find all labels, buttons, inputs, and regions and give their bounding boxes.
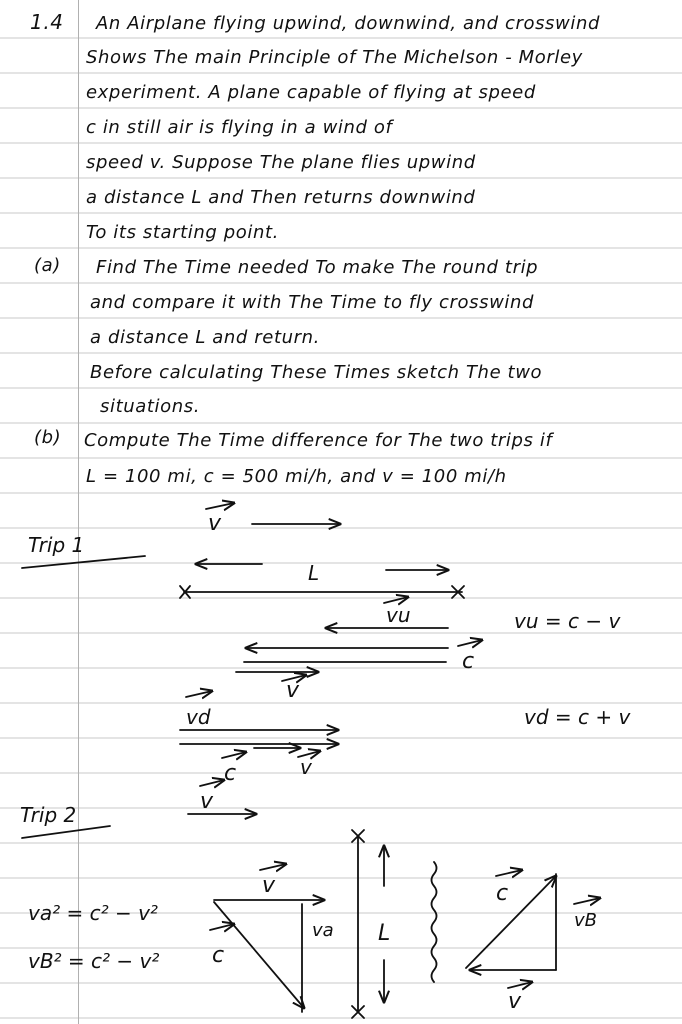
- part-a-label: (a): [34, 255, 61, 276]
- problem-line: An Airplane flying upwind, downwind, and crosswind: [96, 13, 600, 34]
- part-a-line: Find The Time needed To make The round trip: [96, 257, 539, 278]
- vector-bar: [574, 898, 600, 904]
- part-a-line: Before calculating These Times sketch The two: [90, 362, 543, 383]
- vector-bar: [206, 503, 234, 509]
- trip1-vu-label: vu: [386, 603, 411, 627]
- problem-line: experiment. A plane capable of flying at speed: [86, 82, 536, 103]
- trip1-L-label: L: [308, 561, 320, 585]
- problem-line: a distance L and Then returns downwind: [86, 187, 476, 208]
- part-a-line: situations.: [100, 396, 201, 417]
- vector-bar: [496, 870, 522, 876]
- problem-line: speed v. Suppose The plane flies upwind: [86, 152, 476, 173]
- vector-bar: [222, 752, 246, 758]
- vector-bar: [458, 640, 482, 646]
- trip2-L-label: L: [378, 921, 391, 946]
- trip1-c-label: c: [462, 649, 475, 674]
- trip1-v-label: v: [208, 511, 222, 536]
- trip2-label: Trip 2: [20, 803, 77, 827]
- part-b-line: L = 100 mi, c = 500 mi/h, and v = 100 mi/h: [86, 466, 507, 487]
- problem-line: Shows The main Principle of The Michelson - Morley: [86, 47, 583, 68]
- vector-bar: [260, 864, 286, 870]
- vector-bar: [200, 780, 224, 786]
- trip2-v-label-right: v: [508, 989, 522, 1014]
- part-a-line: a distance L and return.: [90, 327, 320, 348]
- trip1-vd-equation: vd = c + v: [524, 705, 631, 729]
- vector-bar: [210, 924, 234, 930]
- trip1-underline: [22, 556, 145, 568]
- part-b-line: Compute The Time difference for The two trips if: [84, 430, 553, 451]
- trip1-v-label-4: v: [200, 789, 214, 814]
- problem-line: c in still air is flying in a wind of: [86, 117, 393, 138]
- trip2-va-label: va: [312, 920, 334, 941]
- vector-bar: [186, 691, 212, 697]
- trip2-right-hyp: [466, 876, 556, 968]
- trip1-vu-equation: vu = c − v: [514, 609, 621, 633]
- trip1-v-label-2: v: [286, 678, 300, 703]
- trip1-label: Trip 1: [28, 533, 85, 557]
- trip2-triangle-hyp: [214, 902, 304, 1008]
- trip1-c-label-2: c: [224, 761, 237, 786]
- trip2-vB-label: vB: [574, 910, 598, 931]
- trip2-c-label: c: [212, 943, 225, 968]
- trip1-vd-label: vd: [186, 705, 211, 729]
- part-b-label: (b): [34, 427, 62, 448]
- trip2-eq1: va² = c² − v²: [28, 901, 158, 925]
- vector-bar: [508, 982, 532, 988]
- trip2-c-label-right: c: [496, 881, 509, 906]
- trip2-v-label: v: [262, 873, 276, 898]
- problem-number: 1.4: [30, 10, 64, 34]
- part-a-line: and compare it with The Time to fly crosswind: [90, 292, 535, 313]
- trip2-underline: [22, 826, 110, 838]
- trip2-eq2: vB² = c² − v²: [28, 949, 160, 973]
- trip1-v-label-3: v: [300, 755, 312, 779]
- trip2-wavy-line: [432, 862, 437, 982]
- problem-line: To its starting point.: [86, 222, 279, 243]
